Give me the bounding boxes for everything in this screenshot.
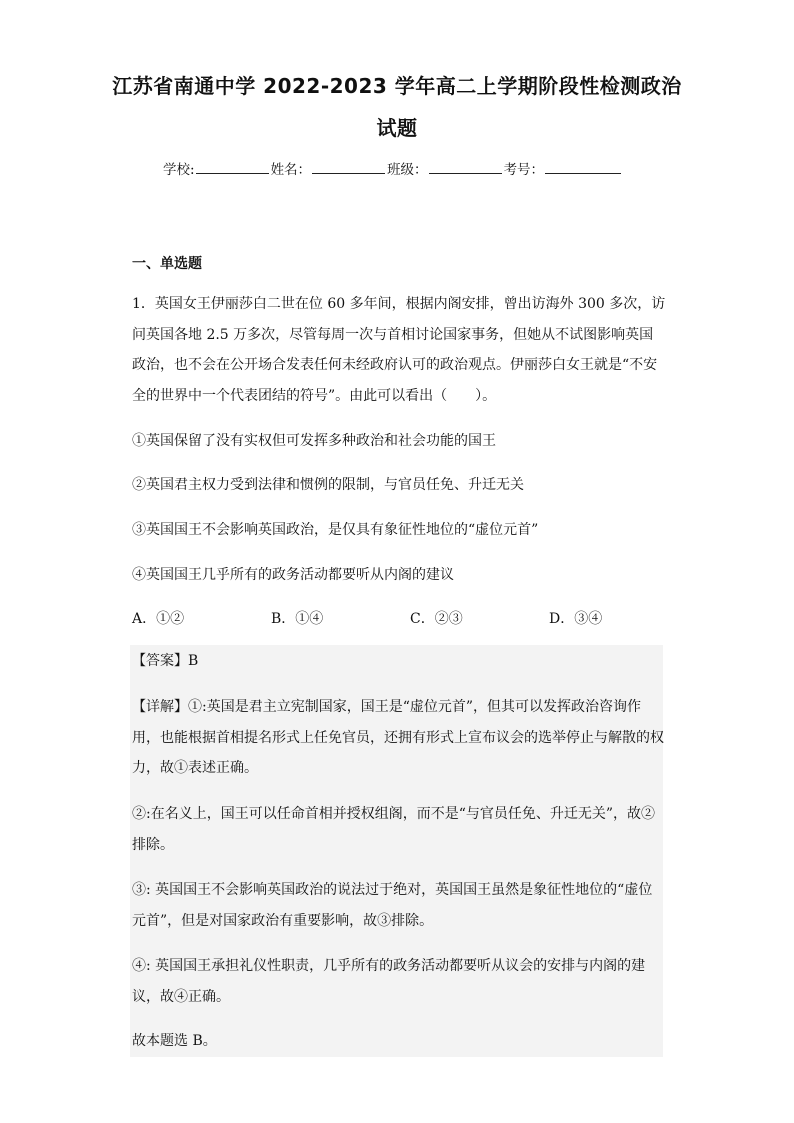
statement-1: ①英国保留了没有实权但可发挥多种政治和社会功能的国王: [132, 433, 496, 449]
name-label: 姓名：: [270, 162, 312, 178]
question-stem: 1．英国女王伊丽莎白二世在位 60 多年间，根据内阁安排，曾出访海外 300 多次，访问英国各地 2.5 万多次，尽管每周一次与首相讨论国家事务，但她从不试图影响英国政治，也不会在公开场合发表任何未经政府认可的政治观点。伊丽莎白女王就是“不安全的世界中一个代表团结的符号”。由此可以看出（ ）。: [132, 296, 666, 404]
explanation-4: ④: 英国国王承担礼仪性职责，几乎所有的政务活动都要听从议会的安排与内阁的建议，故④正确。: [132, 958, 646, 1005]
choice-a[interactable]: A．①②: [132, 611, 185, 627]
section-title: 一、单选题: [132, 256, 202, 272]
answer-choices: [132, 604, 667, 634]
school-blank[interactable]: [196, 160, 269, 174]
answer-line: 【答案】B: [132, 653, 199, 669]
explanation-3: ③: 英国国王不会影响英国政治的说法过于绝对，英国国王虽然是象征性地位的“虚位元首”，但是对国家政治有重要影响，故③排除。: [132, 882, 653, 929]
exam-title-line-1: 江苏省南通中学 2022-2023 学年高二上学期阶段性检测政治: [112, 74, 682, 98]
conclusion-line: 故本题选 B。: [132, 1033, 217, 1049]
class-blank[interactable]: [429, 160, 502, 174]
name-blank[interactable]: [312, 160, 385, 174]
explanation-2: ②:在名义上，国王可以任命首相并授权组阁，而不是“与官员任免、升迁无关”，故②排除。: [132, 806, 656, 853]
choice-c[interactable]: C．②③: [410, 611, 463, 627]
school-label: 学校:: [163, 162, 195, 178]
choice-b[interactable]: B．①④: [271, 611, 324, 627]
explanation-1: 【详解】①:英国是君主立宪制国家，国王是“虚位元首”，但其可以发挥政治咨询作用，也能根据首相提名形式上任免官员，还拥有形式上宣布议会的选举停止与解散的权力，故①表述正确。: [132, 699, 664, 776]
statement-4: ④英国国王几乎所有的政务活动都要听从内阁的建议: [132, 567, 454, 583]
exam-title-line-2: 试题: [376, 116, 418, 140]
student-info-row: [163, 158, 623, 178]
number-blank[interactable]: [545, 160, 621, 174]
class-label: 班级：: [387, 162, 428, 178]
statement-3: ③英国国王不会影响英国政治，是仅具有象征性地位的“虚位元首”: [132, 522, 539, 538]
choice-d[interactable]: D．③④: [549, 611, 603, 627]
statement-2: ②英国君主权力受到法律和惯例的限制，与官员任免、升迁无关: [132, 477, 524, 493]
number-label: 考号：: [503, 162, 545, 178]
